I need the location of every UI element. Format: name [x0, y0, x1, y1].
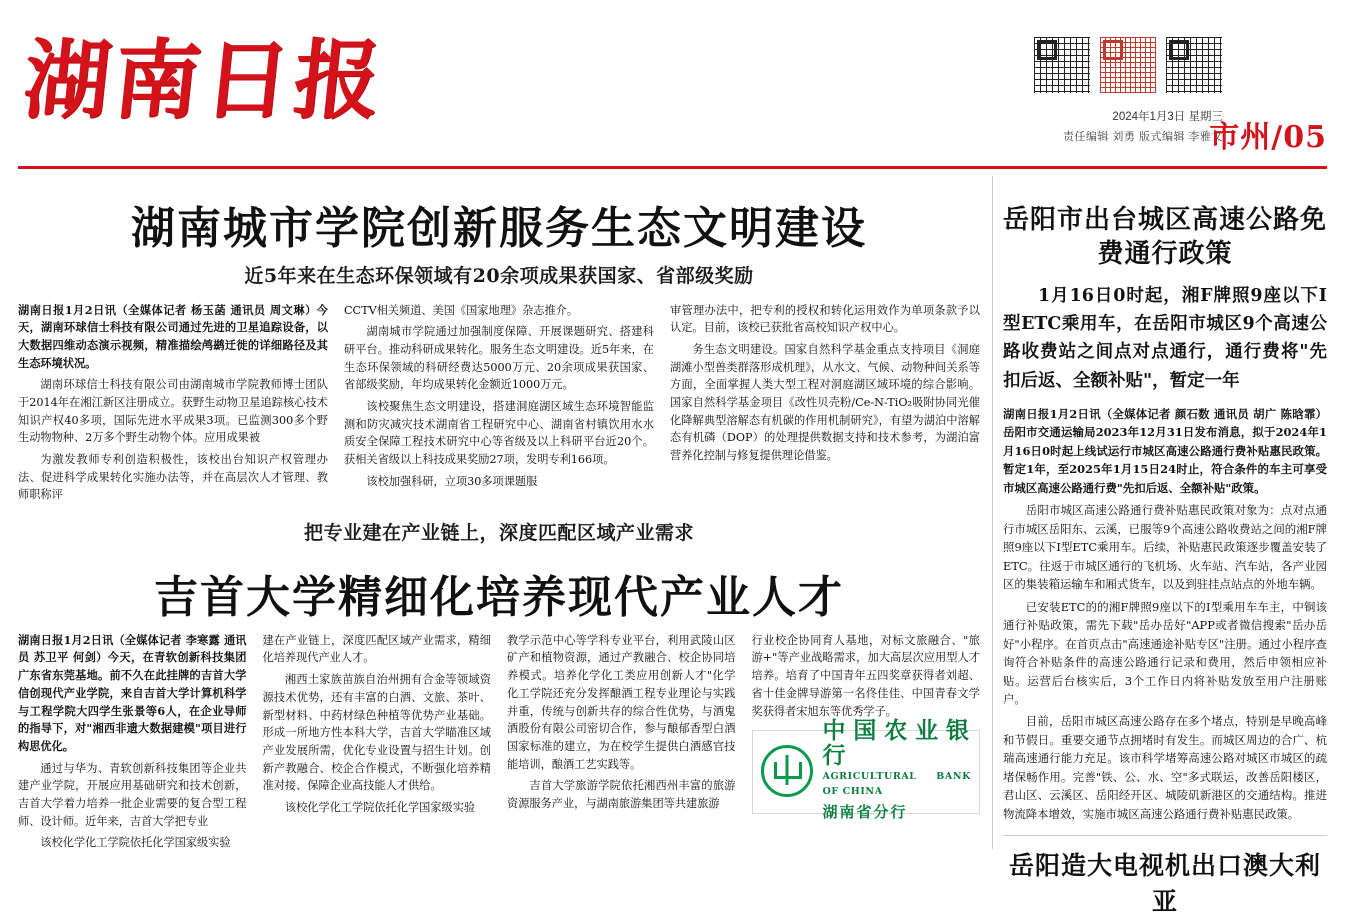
- paragraph: 该校化学化工学院依托化学国家级实验: [284, 800, 476, 814]
- bank-branch: 湖南省分行: [822, 802, 908, 821]
- bank-name-en: AGRICULTURAL BANK OF CHINA: [822, 770, 971, 797]
- article2-columns: [18, 632, 980, 856]
- paper-logo: [18, 22, 390, 142]
- article2-dateline: 湖南日报1月2日讯（全媒体记者 李寒露 通讯员 苏卫平 何剑）今天，在青软创新科技集团广东省东莞基地。前不久在此挂牌的吉首大学信创现代产业学院，来自吉首大学计算机科学与工程学院大四学生张景等6人，在企业导师的指导下，对"湘西非遗大数据建模"项目进行构思优化。: [18, 632, 247, 753]
- paragraph: 建在产业链上，深度匹配区域产业需求，精细化培养现代产业人才。: [262, 633, 491, 665]
- section-page-label: 市州/05: [1209, 120, 1327, 155]
- article-jishou-university: [18, 518, 980, 856]
- paragraph: 审管理办法中，把专利的授权和转化运用效作为单项条款予以认定。目前，该校已获批省高校知识产权中心。: [670, 303, 980, 335]
- paragraph: 通过与华为、青软创新科技集团等企业共建产业学院，开展应用基础研究和技术创新，吉首大学着力培养一批企业需要的复合型工程师、设计师。近年来，吉首大学把专业: [18, 761, 247, 828]
- paragraph: 该校聚焦生态文明建设，搭建洞庭湖区域生态环境智能监测和防灾减灾技术湖南省工程研究中心、湖南省村镇饮用水水质安全保障工程技术研究中心等省级及以上科研平台近20个。获相关省级以上科技成果奖励27项，发明专利166项。: [344, 400, 654, 467]
- article2-col2: [263, 632, 492, 856]
- abc-bank-logo-icon: [761, 745, 813, 797]
- paragraph: 务生态文明建设。国家自然科学基金重点支持项目《洞庭湖滩小型兽类群落形成机理》，从水文、气候、动物种间关系等方面，全面掌握人类大型工程对洞庭湖区域环境的综合影响。国家自然科学基金项目《改性贝壳粉/Ce-N-TiO₂吸附协同光催化降解典型溶解态有机碳的作用机制研究》，有望为湖泊中溶解态有机磷（DOP）的处理提供数据支持和技术参考，为湖泊富营养化控制与修复提供理论借鉴。: [670, 342, 980, 463]
- right-article-divider: [1003, 835, 1327, 836]
- left-zone: [18, 176, 992, 849]
- right-article-headline: 岳阳市出台城区高速公路免费通行政策: [1003, 205, 1328, 269]
- right-article2-headline: 岳阳造大电视机出口澳大利亚: [1008, 851, 1321, 917]
- paragraph: 目前，岳阳市城区高速公路存在多个堵点，特别是早晚高峰和节假日。重要交通节点拥堵时有发生。而城区周边的合广、杭瑞高速通行能力充足。该市科学堵筹高速公路对城区市城区的疏堵保畅作用。完善"铁、公、水、空"多式联运，改善岳阳楼区，君山区、云溪区、岳阳经开区、城陵矶新港区的交通结构。推进物流降本增效，实施市城区高速公路通行费补贴惠民政策。: [1003, 714, 1327, 821]
- article1-headline: 湖南城市学院创新服务生态文明建设: [131, 203, 867, 254]
- article2-col1: [18, 632, 247, 856]
- article1-col2: [344, 302, 654, 509]
- article1-col1: [18, 302, 328, 509]
- paragraph: 为激发教师专利创造积极性，该校出台知识产权管理办法、促进科学成果转化实施办法等，并在高层次人才管理、教师职称评: [18, 453, 328, 502]
- qr-code-group: [1033, 36, 1223, 94]
- article2-headline: 吉首大学精细化培养现代产业人才: [154, 572, 844, 624]
- right-article-dateline: 湖南日报1月2日讯（全媒体记者 颜石数 通讯员 胡广 陈晗霏）岳阳市交通运输局2023年12月31日发布消息，拟于2024年1月16日0时起上线试运行市城区高速公路通行费补贴惠民政策。暂定1年，至2025年1月15日24时止，符合条件的车主可享受市城区高速公路通行费"先扣后返、全额补贴"政策。: [1003, 406, 1327, 495]
- paragraph: 岳阳市城区高速公路通行费补贴惠民政策对象为：点对点通行市城区岳阳东、云溪，已服等9个高速公路收费站之间的湘F牌照9座以下Ⅰ型ETC乘用车。后续，补贴惠民政策逐步覆盖安装了ETC。往返于市城区通行的飞机场、火车站、汽车站，各产业园区的集装箱运输车和厢式货车，以及到驻挂点站点的外地车辆。: [1003, 503, 1327, 592]
- qr-code-middle[interactable]: [1099, 36, 1157, 94]
- issue-meta: [1063, 108, 1223, 146]
- paragraph: CCTV相关频道、美国《国家地理》杂志推介。: [344, 303, 579, 317]
- qr-code-right[interactable]: [1165, 36, 1223, 94]
- paper-name: 湖南日报: [18, 30, 390, 131]
- paragraph: 教学示范中心等学科专业平台，利用武陵山区矿产和植物资源，通过产教融合、校企协同培养模式。培养化学化工类应用创新人才"化学化工学院还充分发挥酿酒工程专业理论与实践并重，传统与创新共存的综合性优势，与酒鬼酒股份有限公司密切合作，参与酿郁香型白酒国家标准的建立，为在校学生提供白酒感官技能培训，酿酒工艺实践等。: [507, 633, 736, 771]
- paragraph: 吉首大学旅游学院依托湘西州丰富的旅游资源服务产业，与湖南旅游集团等共建旅游: [507, 779, 736, 810]
- paragraph: 该校加强科研，立项30多项课题服: [366, 474, 538, 488]
- article2-kicker: 把专业建在产业链上，深度匹配区域产业需求: [303, 522, 694, 545]
- article1-columns: [18, 302, 980, 509]
- paragraph: 湖南城市学院通过加强制度保障、开展课题研究、搭建科研平台。推动科研成果转化。服务生态文明建设。近5年来，在生态环保领域的科研经费达5000万元、20余项成果获国家、省部级奖励，年均成果转化金额近1000万元。: [344, 325, 654, 392]
- qr-code-left[interactable]: [1033, 36, 1091, 94]
- paragraph: 湘西土家族苗族自治州拥有合金等领域资源技术优势，还有丰富的白酒、文旅、茶叶、新型材料、中药材绿色种植等优势产业基础。形成一所地方性本科大学，吉首大学瞄准区域产业发展所需，优化专业设置与招生计划。创新产教融合、校企合作模式，不断强化培养精准对接、保障企业高技能人才供给。: [262, 673, 491, 793]
- article1-subhead: 近5年来在生态环保领域有20余项成果获国家、省部级奖励: [244, 264, 754, 287]
- issue-date: 2024年1月3日 星期三: [1112, 111, 1223, 123]
- bank-name-cn: 中国农业银行: [822, 717, 971, 770]
- article1-col3: [670, 302, 980, 509]
- paragraph: 该校化学化工学院依托化学国家级实验: [40, 836, 231, 850]
- article2-col4: [752, 632, 981, 856]
- column-divider: [992, 176, 993, 849]
- masthead: [0, 0, 1345, 168]
- paragraph: 已安装ETC的的湘F牌照9座以下的Ⅰ型乘用车车主，中铜该通行补贴政策，需先下载"岳办岳好"APP或者微信搜索"岳办岳好"小程序。在首页点击"高速通途补贴专区"注册。通过小程序查询符合补贴条件的高速公路通行记录和费用，然后申领相应补贴。运营后台核实后，3个工作日内将补贴发放至用户注册账户。: [1003, 599, 1327, 706]
- bank-ad-text: [823, 718, 972, 824]
- article1-dateline: 湖南日报1月2日讯（全媒体记者 杨玉菡 通讯员 周文琳）今天，湖南环球信士科技有限公司通过先进的卫星追踪设备，以大数据四维动态演示视频，精准描绘鸬鹚迁徙的详细路径及其生态环境状况。: [18, 302, 328, 370]
- page-content: [18, 176, 1328, 917]
- article-city-college: [18, 204, 980, 508]
- right-zone: [1003, 176, 1328, 917]
- masthead-divider: [18, 166, 1327, 169]
- right-article-standfirst: 1月16日0时起，湘F牌照9座以下Ⅰ型ETC乘用车，在岳阳市城区9个高速公路收费站之间点对点通行，通行费将"先扣后返、全额补贴"，暂定一年: [1003, 285, 1327, 391]
- article2-col3: [507, 632, 736, 856]
- issue-editors: 责任编辑 刘勇 版式编辑 李雅文: [1062, 130, 1223, 143]
- bank-advertisement[interactable]: [752, 717, 981, 821]
- right-article-body: [1003, 405, 1327, 823]
- paragraph: 行业校企协同育人基地，对标文旅融合、"旅游+"等产业战略需求，加大高层次应用型人才培养。培育了中国青年五四奖章获得者刘超、省十佳金牌导游第一名佟佳佳、中国青春文学奖获得者宋旭东等优秀学子。: [751, 633, 980, 718]
- paragraph: 湖南环球信士科技有限公司由湖南城市学院教师博士团队于2014年在湘江新区注册成立。获野生动物卫星追踪核心技术知识产权40多项，国际先进水平成果3项。已监测300多个野生动物物种、2万多个野生动物个体。应用成果被: [18, 378, 328, 445]
